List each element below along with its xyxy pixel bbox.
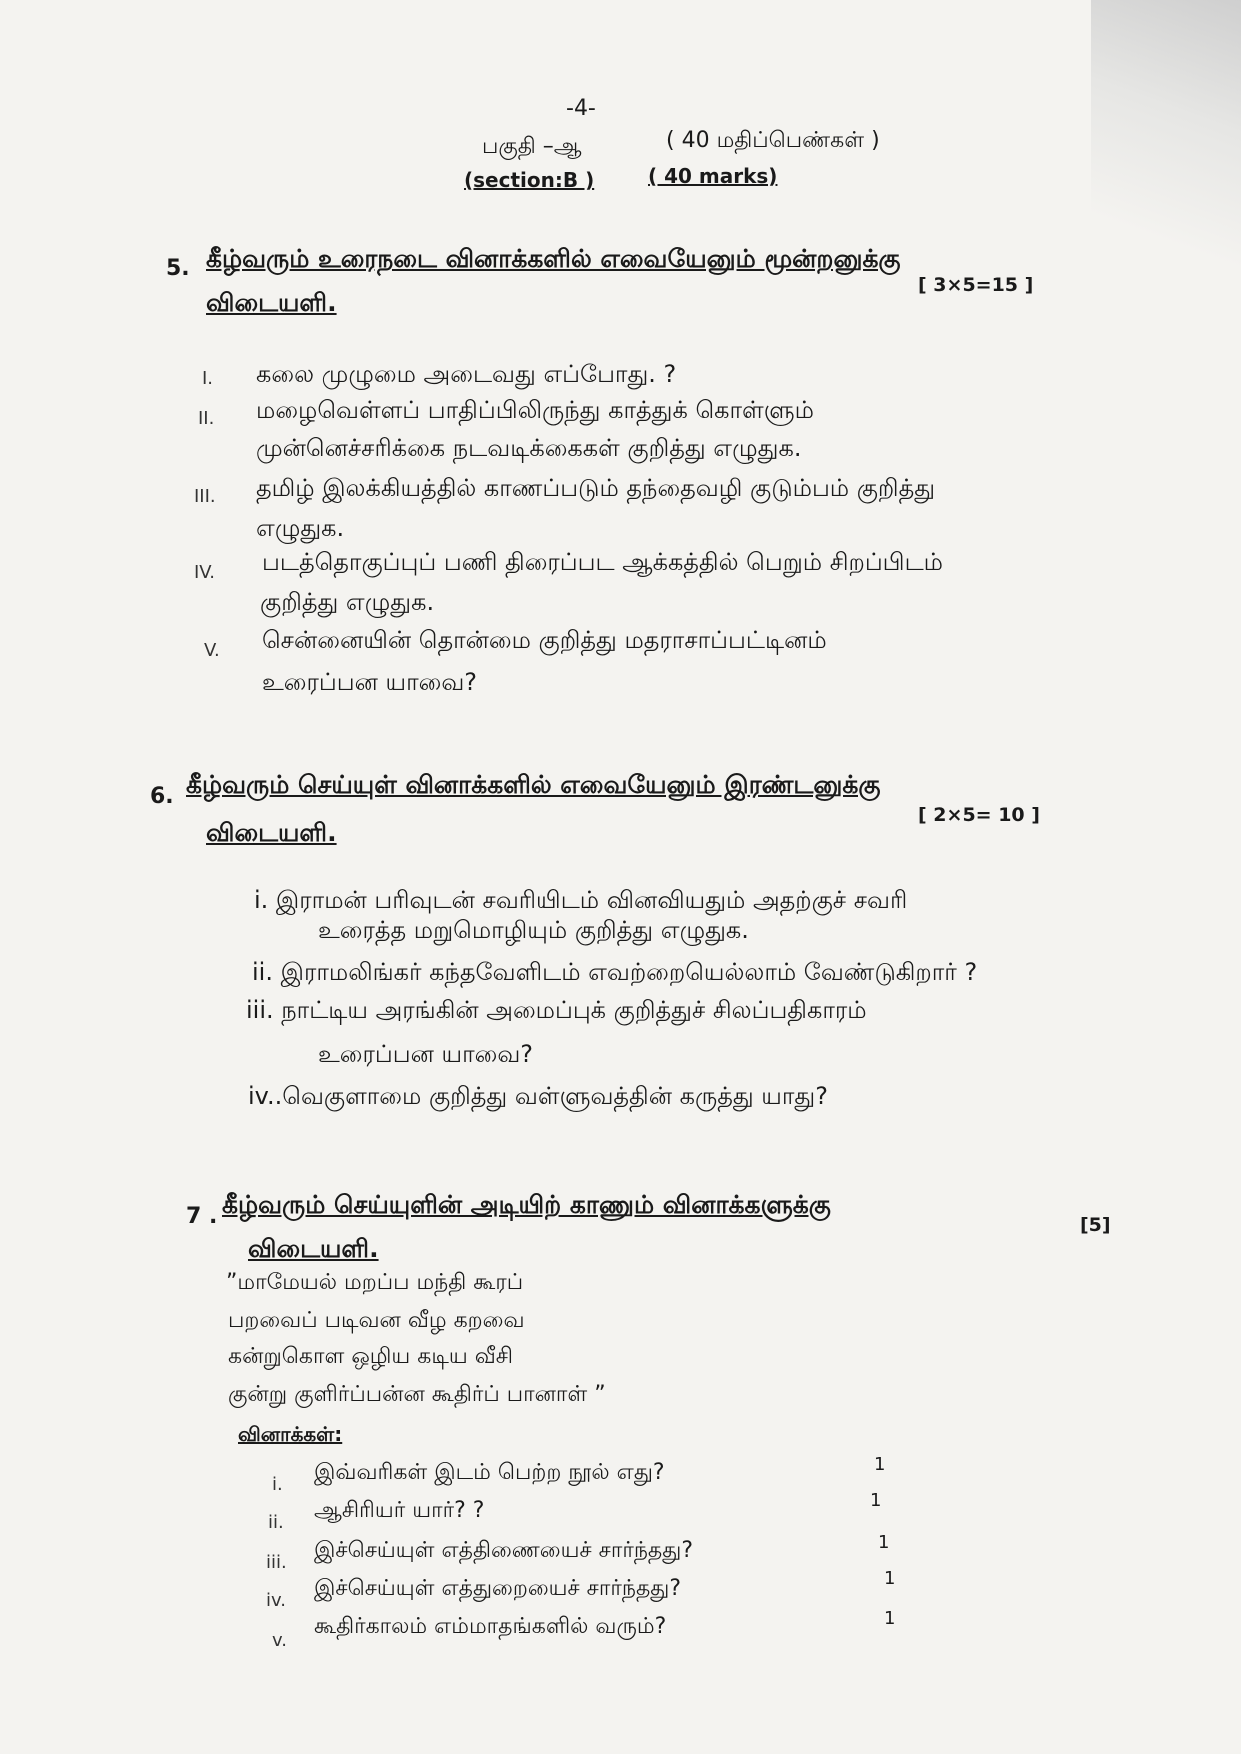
list-item-cont: உரைப்பன யாவை? — [262, 668, 478, 696]
item-roman: v. — [272, 1630, 287, 1651]
list-item-cont: உரைப்பன யாவை? — [318, 1040, 534, 1068]
question-number: 7 . — [186, 1204, 218, 1229]
poem-line: ”மாமேயல் மறப்ப மந்தி கூரப் — [226, 1270, 524, 1295]
sub-heading: வினாக்கள்: — [238, 1422, 343, 1446]
section-marks-ta: ( 40 மதிப்பெண்கள் ) — [666, 128, 880, 153]
question-title: கீழ்வரும் செய்யுளின் அடியிற் காணும் வினாக்களுக்கு — [222, 1190, 831, 1219]
list-item-cont: குறித்து எழுதுக. — [260, 588, 435, 616]
list-item: மழைவெள்ளப் பாதிப்பிலிருந்து காத்துக் கொள்ளும் — [256, 396, 814, 424]
list-item-cont: முன்னெச்சரிக்கை நடவடிக்கைகள் குறித்து எழுதுக. — [256, 434, 802, 462]
list-item: இச்செய்யுள் எத்திணையைச் சார்ந்தது? — [314, 1538, 694, 1563]
list-item: படத்தொகுப்புப் பணி திரைப்பட ஆக்கத்தில் பெறும் சிறப்பிடம் — [262, 548, 943, 576]
section-title-en: (section:B ) — [464, 168, 595, 192]
list-item: கூதிர்காலம் எம்மாதங்களில் வரும்? — [314, 1614, 667, 1639]
question-title: கீழ்வரும் செய்யுள் வினாக்களில் எவையேனும் இரண்டனுக்கு — [186, 770, 881, 799]
list-item: இவ்வரிகள் இடம் பெற்ற நூல் எது? — [314, 1460, 665, 1485]
item-roman: II. — [198, 408, 215, 429]
section-title-ta: பகுதி –ஆ — [482, 134, 582, 159]
item-roman: I. — [202, 368, 214, 389]
item-roman: iii. — [266, 1552, 287, 1573]
question-title: கீழ்வரும் உரைநடை வினாக்களில் எவையேனும் மூன்றனுக்கு — [206, 244, 901, 273]
item-roman: iv. — [266, 1590, 286, 1611]
page-number: -4- — [566, 96, 596, 121]
list-item: iii. நாட்டிய அரங்கின் அமைப்புக் குறித்துச் சிலப்பதிகாரம் — [246, 996, 867, 1024]
item-roman: IV. — [194, 562, 216, 583]
item-mark: 1 — [874, 1454, 886, 1475]
poem-line: குன்று குளிர்ப்பன்ன கூதிர்ப் பானாள் ” — [228, 1382, 606, 1407]
item-mark: 1 — [870, 1490, 882, 1511]
section-marks-en: ( 40 marks) — [648, 164, 778, 188]
page-corner-shadow — [1091, 0, 1241, 330]
list-item: ஆசிரியர் யார்? ? — [314, 1498, 485, 1523]
question-number: 6. — [150, 784, 174, 809]
list-item: ii. இராமலிங்கர் கந்தவேளிடம் எவற்றையெல்லாம் வேண்டுகிறார் ? — [252, 958, 978, 986]
list-item: i. இராமன் பரிவுடன் சவரியிடம் வினவியதும் அதற்குச் சவரி — [254, 886, 908, 914]
item-roman: i. — [272, 1474, 283, 1495]
question-number: 5. — [166, 256, 190, 281]
list-item-cont: எழுதுக. — [256, 514, 345, 542]
item-roman: III. — [194, 486, 216, 507]
question-title-cont: விடையளி. — [206, 288, 337, 317]
list-item: கலை முழுமை அடைவது எப்போது. ? — [256, 360, 677, 388]
list-item: இச்செய்யுள் எத்துறையைச் சார்ந்தது? — [314, 1576, 682, 1601]
item-mark: 1 — [884, 1608, 896, 1629]
item-mark: 1 — [884, 1568, 896, 1589]
list-item: தமிழ் இலக்கியத்தில் காணப்படும் தந்தைவழி குடும்பம் குறித்து — [256, 474, 936, 502]
poem-line: கன்றுகொள ஒழிய கடிய வீசி — [228, 1344, 514, 1369]
item-roman: V. — [204, 640, 220, 661]
question-title-cont: விடையளி. — [206, 818, 337, 847]
item-roman: ii. — [268, 1512, 284, 1533]
item-mark: 1 — [878, 1532, 890, 1553]
question-marks: [ 3×5=15 ] — [918, 274, 1034, 296]
list-item: சென்னையின் தொன்மை குறித்து மதராசாப்பட்டினம் — [262, 626, 827, 654]
question-marks: [ 2×5= 10 ] — [918, 804, 1040, 826]
question-marks: [5] — [1080, 1214, 1111, 1236]
list-item-cont: உரைத்த மறுமொழியும் குறித்து எழுதுக. — [318, 916, 749, 944]
question-title-cont: விடையளி. — [248, 1234, 379, 1263]
poem-line: பறவைப் படிவன வீழ கறவை — [228, 1308, 525, 1333]
list-item: iv..வெகுளாமை குறித்து வள்ளுவத்தின் கருத்து யாது? — [248, 1082, 828, 1110]
